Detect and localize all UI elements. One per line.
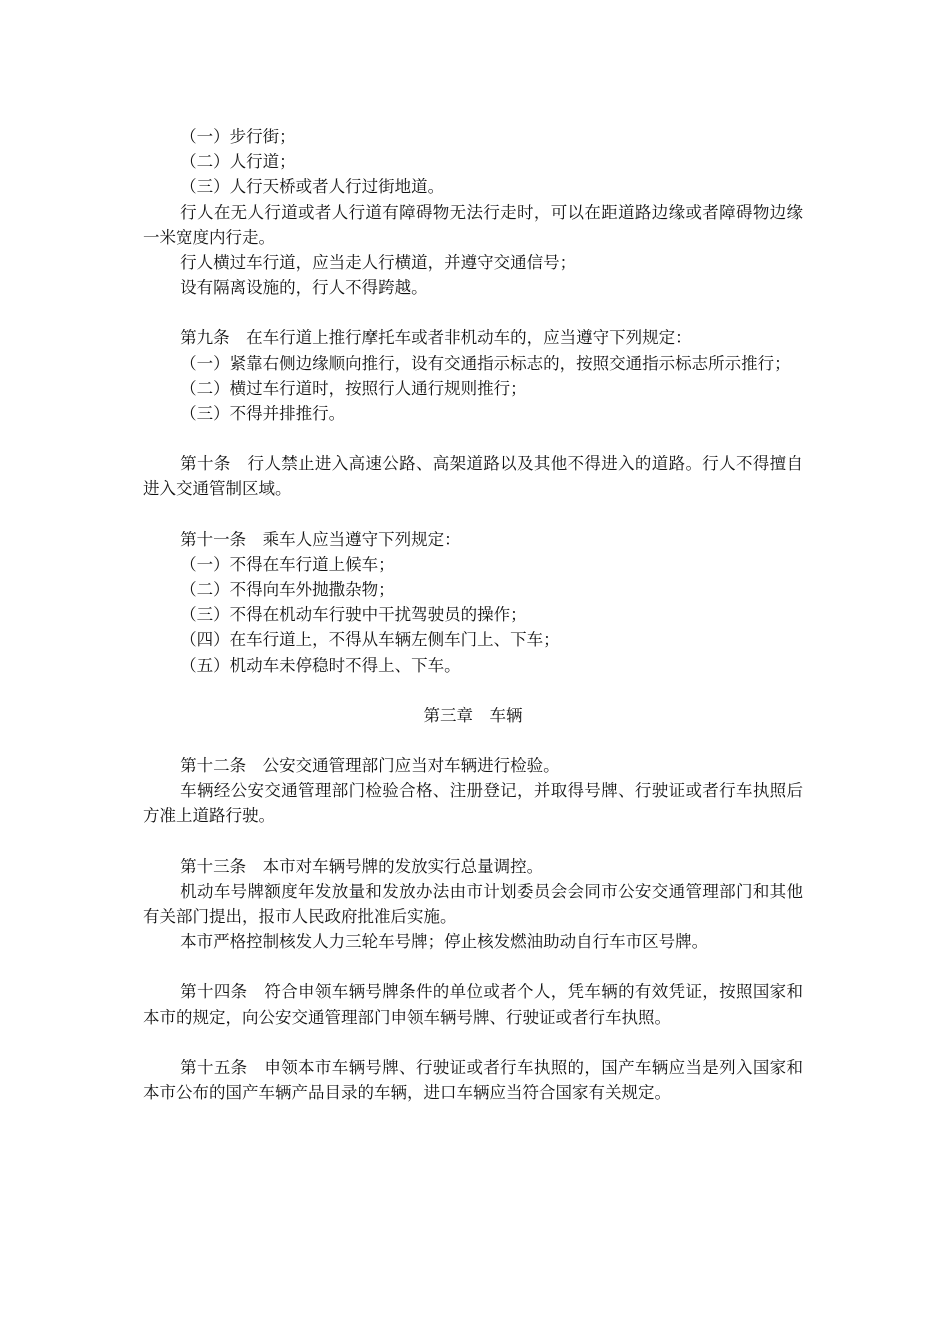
article-heading: 第十三条 本市对车辆号牌的发放实行总量调控。 [180,856,544,876]
article-heading: 第十一条 乘车人应当遵守下列规定： [180,529,461,549]
article-10 [143,451,803,501]
paragraph: 设有隔离设施的，行人不得跨越。 [180,278,428,298]
spacer [143,728,803,753]
spacer [143,829,803,854]
list-item: （五）机动车未停稳时不得上、下车。 [180,655,461,675]
article-14 [143,979,803,1029]
paragraph: 车辆经公安交通管理部门检验合格、注册登记，并取得号牌、行驶证或者行车执照后方准上道路行驶。 [143,781,803,826]
list-item: （三）不得并排推行。 [180,404,346,424]
list-item: （一）步行街； [180,127,296,146]
list-item: （二）人行道； [180,152,296,172]
article-13 [143,854,803,955]
document-page [143,124,803,1105]
article-heading: 第九条 在车行道上推行摩托车或者非机动车的，应当遵守下列规定： [180,328,692,348]
spacer [143,1030,803,1055]
spacer [143,300,803,325]
list-item: （三）人行天桥或者人行过街地道。 [180,177,445,197]
article-heading: 第十二条 公安交通管理部门应当对车辆进行检验。 [180,756,560,776]
article-9 [143,325,803,426]
list-item: （四）在车行道上，不得从车辆左侧车门上、下车； [180,630,560,650]
article-15 [143,1055,803,1105]
paragraph: 机动车号牌额度年发放量和发放办法由市计划委员会会同市公安交通管理部门和其他有关部门提出，报市人民政府批准后实施。 [143,881,803,927]
paragraph: 本市严格控制核发人力三轮车号牌；停止核发燃油助动自行车市区号牌。 [180,932,709,952]
spacer [143,954,803,979]
list-item: （二）不得向车外抛撒杂物； [180,580,395,600]
article-12 [143,753,803,829]
chapter-title: 第三章 车辆 [423,705,523,725]
paragraph: 行人在无人行道或者人行道有障碍物无法行走时，可以在距道路边缘或者障碍物边缘一米宽度内行走。 [143,202,803,247]
article-11 [143,527,803,678]
article-heading: 第十条 行人禁止进入高速公路、高架道路以及其他不得进入的道路。行人不得擅自进入交通管制区域。 [143,454,803,499]
article-heading: 第十四条 符合申领车辆号牌条件的单位或者个人，凭车辆的有效凭证，按照国家和本市的规定，向公安交通管理部门申领车辆号牌、行驶证或者行车执照。 [143,982,803,1027]
spacer [143,678,803,703]
list-item: （三）不得在机动车行驶中干扰驾驶员的操作； [180,605,527,625]
article-heading: 第十五条 申领本市车辆号牌、行驶证或者行车执照的，国产车辆应当是列入国家和本市公布的国产车辆产品目录的车辆，进口车辆应当符合国家有关规定。 [143,1057,803,1103]
spacer [143,426,803,451]
list-item: （一）紧靠右侧边缘顺向推行，设有交通指示标志的，按照交通指示标志所示推行； [180,353,791,373]
list-item: （一）不得在车行道上候车； [180,554,395,574]
spacer [143,502,803,527]
list-item: （二）横过车行道时，按照行人通行规则推行； [180,378,527,398]
paragraph: 行人横过车行道，应当走人行横道，并遵守交通信号； [180,253,577,273]
pedestrian-section [143,124,803,300]
